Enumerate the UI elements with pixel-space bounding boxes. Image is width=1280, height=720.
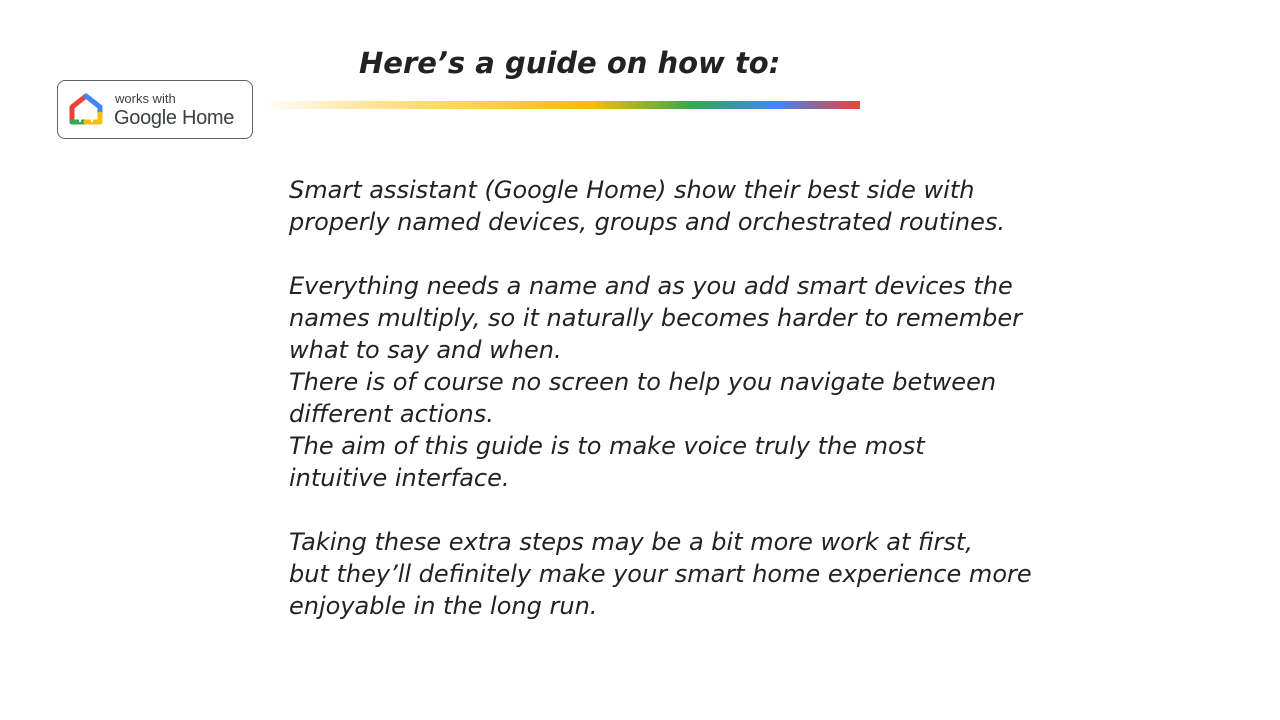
paragraph-line: Smart assistant (Google Home) show their best side with [289, 176, 975, 204]
paragraph-line: what to say and when. [289, 336, 562, 364]
paragraph-line: The aim of this guide is to make voice truly the most [289, 432, 925, 460]
paragraph-line: but they’ll definitely make your smart home experience more [289, 560, 1032, 588]
works-with-google-home-badge [57, 80, 253, 139]
body-text [289, 174, 1249, 622]
paragraph-line: different actions. [289, 400, 494, 428]
badge-works-with-text: works with [115, 91, 176, 106]
google-home-icon [68, 92, 104, 128]
paragraph-line: properly named devices, groups and orchestrated routines. [289, 208, 1006, 236]
paragraph-gap [289, 238, 1249, 270]
paragraph-line: enjoyable in the long run. [289, 592, 598, 620]
rainbow-divider [264, 101, 860, 109]
paragraph-line: intuitive interface. [289, 464, 510, 492]
paragraph-gap [289, 494, 1249, 526]
paragraph-line: names multiply, so it naturally becomes harder to remember [289, 304, 1023, 332]
page-title: Here’s a guide on how to: [359, 46, 781, 80]
paragraph-line: Taking these extra steps may be a bit more work at first, [289, 528, 973, 556]
paragraph-line: Everything needs a name and as you add smart devices the [289, 272, 1013, 300]
paragraph-line: There is of course no screen to help you navigate between [289, 368, 997, 396]
badge-google-home-text: Google Home [114, 107, 235, 129]
